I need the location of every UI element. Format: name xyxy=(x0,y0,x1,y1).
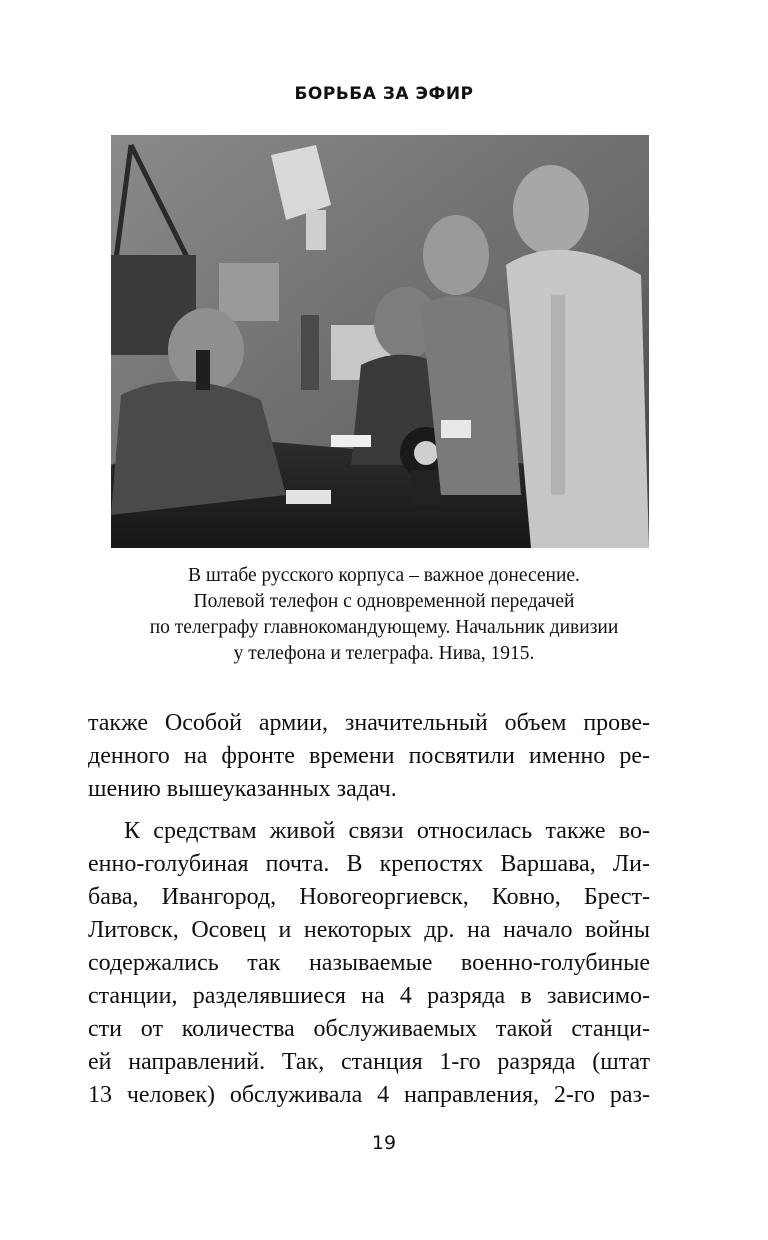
text-line: ей направлений. Так, станция 1-го разряда (штат xyxy=(88,1049,650,1075)
running-head: БОРЬБА ЗА ЭФИР xyxy=(294,84,474,104)
text-line: также Особой армии, значительный объем прове- xyxy=(88,710,650,736)
archival-photo xyxy=(111,135,649,548)
text-line: бава, Ивангород, Новогеоргиевск, Ковно, Брест- xyxy=(88,884,650,910)
text-line: станции, разделявшиеся на 4 разряда в зависимо- xyxy=(88,983,650,1009)
caption-line: по телеграфу главнокомандующему. Начальник дивизии xyxy=(149,617,619,638)
text-line: 13 человек) обслуживала 4 направления, 2-го раз- xyxy=(88,1082,650,1108)
text-line: сти от количества обслуживаемых такой станци- xyxy=(88,1016,650,1042)
text-line: содержались так называемые военно-голубиные xyxy=(88,950,650,976)
paragraph-2 xyxy=(88,815,650,1112)
photo-caption xyxy=(80,563,688,667)
caption-line: В штабе русского корпуса – важное донесение. xyxy=(188,565,580,586)
text-line: шению вышеуказанных задач. xyxy=(88,776,397,802)
archival-photo-icon xyxy=(111,135,649,548)
text-line: К средствам живой связи относилась также во- xyxy=(124,818,650,844)
text-line: Литовск, Осовец и некоторых др. на начало войны xyxy=(88,917,650,943)
body-text xyxy=(88,707,650,1112)
page-number: 19 xyxy=(371,1132,397,1154)
text-line: денного на фронте времени посвятили именно ре- xyxy=(88,743,650,769)
paragraph-1 xyxy=(88,707,650,806)
caption-line: Полевой телефон с одновременной передачей xyxy=(193,591,575,612)
text-line: енно-голубиная почта. В крепостях Варшава, Ли- xyxy=(88,851,650,877)
caption-line: у телефона и телеграфа. Нива, 1915. xyxy=(233,643,535,664)
